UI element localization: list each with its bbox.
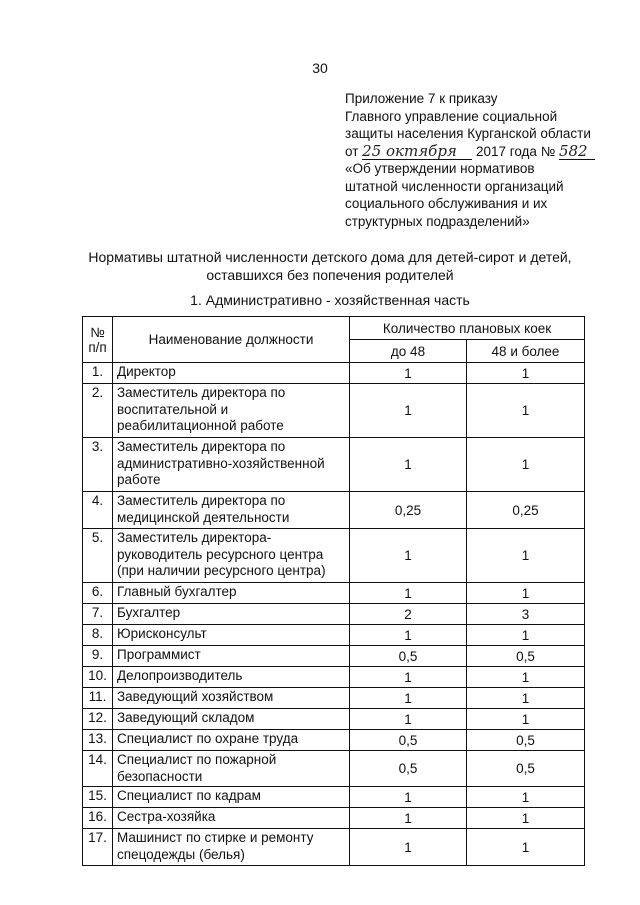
row-number: 13. [83, 730, 113, 751]
value-48-and-more: 1 [467, 438, 585, 492]
row-number: 10. [83, 667, 113, 688]
value-48-and-more: 1 [467, 363, 585, 384]
table-row [83, 529, 585, 583]
value-under-48: 2 [350, 604, 467, 625]
page-number: 30 [312, 60, 328, 76]
table-row [83, 751, 585, 787]
value-under-48: 1 [350, 625, 467, 646]
handwritten-order-number [558, 141, 595, 160]
table-row [83, 492, 585, 529]
document-title-line: оставшихся без попечения родителей [206, 267, 454, 283]
row-number: 8. [83, 625, 113, 646]
position-name: Машинист по стирке и ремонту спецодежды (белья) [113, 829, 350, 866]
row-number: 11. [83, 688, 113, 709]
row-number: 14. [83, 751, 113, 787]
value-under-48: 1 [350, 787, 467, 808]
value-48-and-more: 0,25 [467, 492, 585, 529]
value-48-and-more: 3 [467, 604, 585, 625]
value-under-48: 0,5 [350, 751, 467, 787]
table-row [83, 808, 585, 829]
position-name: Заместитель директора по медицинской деятельности [113, 492, 350, 529]
value-48-and-more: 1 [467, 688, 585, 709]
value-48-and-more: 1 [467, 667, 585, 688]
header-under-48: до 48 [350, 340, 467, 363]
position-name: Специалист по охране труда [113, 730, 350, 751]
value-under-48: 1 [350, 688, 467, 709]
appendix-line: структурных подразделений» [345, 213, 530, 229]
table-row [83, 787, 585, 808]
appendix-line: Приложение 7 к приказу [345, 91, 498, 106]
table-row [83, 604, 585, 625]
row-number: 3. [83, 438, 113, 492]
value-48-and-more: 0,5 [467, 730, 585, 751]
header-position-name: Наименование должности [113, 317, 350, 363]
table-row [83, 646, 585, 667]
table-row [83, 829, 585, 866]
position-name: Программист [113, 646, 350, 667]
position-name: Заведующий складом [113, 709, 350, 730]
row-number: 15. [83, 787, 113, 808]
value-under-48: 1 [350, 709, 467, 730]
table-row [83, 667, 585, 688]
row-number: 7. [83, 604, 113, 625]
position-name: Заместитель директора по воспитательной и реабилитационной работе [113, 384, 350, 438]
table-row [83, 688, 585, 709]
value-48-and-more: 1 [467, 829, 585, 866]
position-name: Специалист по кадрам [113, 787, 350, 808]
value-under-48: 1 [350, 808, 467, 829]
position-name: Директор [113, 363, 350, 384]
value-48-and-more: 1 [467, 529, 585, 583]
appendix-date-line [345, 143, 615, 161]
appendix-line: «Об утверждении нормативов [345, 161, 535, 176]
value-under-48: 0,5 [350, 646, 467, 667]
value-under-48: 1 [350, 667, 467, 688]
appendix-line: социального обслуживания и их [345, 196, 548, 211]
appendix-line: защиты населения Курганской области [345, 126, 591, 141]
row-number: 12. [83, 709, 113, 730]
row-number: 1. [83, 363, 113, 384]
header-beds-group: Количество плановых коек [350, 317, 585, 340]
value-48-and-more: 1 [467, 787, 585, 808]
table-row [83, 384, 585, 438]
value-under-48: 1 [350, 583, 467, 604]
appendix-line: Главного управление социальной [345, 108, 558, 124]
value-under-48: 0,5 [350, 730, 467, 751]
value-48-and-more: 1 [467, 384, 585, 438]
value-48-and-more: 1 [467, 625, 585, 646]
position-name: Главный бухгалтер [113, 583, 350, 604]
value-under-48: 1 [350, 363, 467, 384]
document-title-line: Нормативы штатной численности детского дома для детей-сирот и детей, [88, 249, 572, 265]
staffing-table [82, 316, 585, 866]
value-48-and-more: 0,5 [467, 646, 585, 667]
document-title [80, 248, 580, 284]
date-suffix: 2017 года № [475, 143, 556, 159]
row-number: 17. [83, 829, 113, 866]
handwritten-date [362, 141, 472, 160]
row-number: 2. [83, 384, 113, 438]
position-name: Специалист по пожарной безопасности [113, 751, 350, 787]
appendix-line: штатной численности организаций [345, 178, 564, 194]
row-number: 5. [83, 529, 113, 583]
position-name: Бухгалтер [113, 604, 350, 625]
position-name: Делопроизводитель [113, 667, 350, 688]
value-48-and-more: 1 [467, 808, 585, 829]
table-row [83, 438, 585, 492]
handwritten-date-text: 25 октября [362, 141, 457, 160]
header-48-and-more: 48 и более [467, 340, 585, 363]
value-48-and-more: 1 [467, 583, 585, 604]
section-title: 1. Административно - хозяйственная часть [190, 292, 470, 308]
table-row [83, 730, 585, 751]
table-row [83, 583, 585, 604]
row-number: 6. [83, 583, 113, 604]
table-row [83, 625, 585, 646]
value-under-48: 1 [350, 384, 467, 438]
handwritten-order-number-text: 582 [558, 141, 588, 160]
position-name: Юрисконсульт [113, 625, 350, 646]
row-number: 4. [83, 492, 113, 529]
value-48-and-more: 0,5 [467, 751, 585, 787]
position-name: Заведующий хозяйством [113, 688, 350, 709]
value-under-48: 0,25 [350, 492, 467, 529]
position-name: Заместитель директора по административно-хозяйственной работе [113, 438, 350, 492]
position-name: Заместитель директора- руководитель ресурсного центра (при наличии ресурсного центра) [113, 529, 350, 583]
row-number: 16. [83, 808, 113, 829]
table-row [83, 363, 585, 384]
value-under-48: 1 [350, 438, 467, 492]
value-under-48: 1 [350, 529, 467, 583]
row-number: 9. [83, 646, 113, 667]
table-row [83, 709, 585, 730]
value-under-48: 1 [350, 829, 467, 866]
appendix-block [345, 90, 615, 230]
date-prefix: от [345, 143, 359, 159]
position-name: Сестра-хозяйка [113, 808, 350, 829]
header-num: № п/п [83, 317, 113, 363]
value-48-and-more: 1 [467, 709, 585, 730]
